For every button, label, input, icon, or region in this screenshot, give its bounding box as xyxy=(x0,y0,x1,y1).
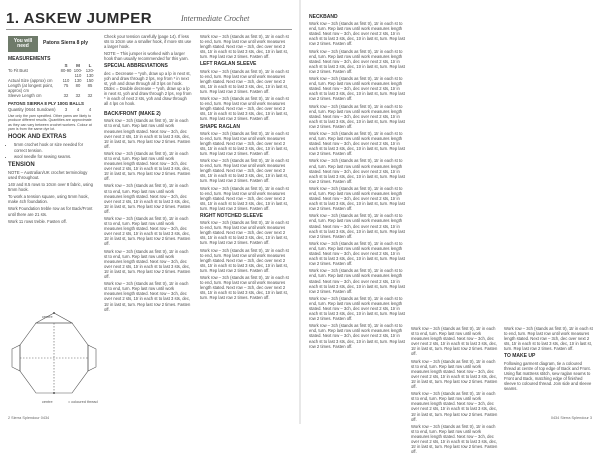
instruction-paragraph: Work row – 3ch (stands as first tr), 1tr in each st to end, turn. Rep last row until work measures length stated. Next row – 3ch, dec over next 2 sts, 1tr in each st to last 3 sts, dec, 1tr in last st, turn. Rep last row 2 times. Fasten off. xyxy=(309,213,405,239)
abbreviations-heading: SPECIAL ABBREVIATIONS xyxy=(104,63,168,70)
tension-para: Work Foundation treble row as for Back/Front until there are 21 sts. xyxy=(8,206,93,217)
measurements-heading: MEASUREMENTS xyxy=(8,56,51,62)
instruction-paragraph: Work row – 3ch (stands as first tr), 1tr in each st to end, turn. Rep last row until work measures length stated. Next row – 3ch, dec over next 2 sts, 1tr in each st to last 3 sts, dec, 1tr in last st, turn. Rep last row 2 times. Fasten off. xyxy=(200,68,289,94)
instruction-paragraph: Work row – 3ch (stands as first tr), 1tr in each st to end, turn. Rep last row until work measures length stated. Next row – 3ch, dec over next 2 sts, 1tr in each st to last 3 sts, dec, 1tr in last st, turn. Rep last row 2 times. Fasten off. xyxy=(309,268,405,294)
footer-left: 2 Sierra Splendour 0434 xyxy=(8,416,50,420)
pattern-title: 1. ASKEW JUMPER xyxy=(6,10,153,27)
need-tag: You will need xyxy=(8,36,38,52)
neckband-heading: NECKBAND xyxy=(309,14,338,20)
instruction-paragraph: Work row – 3ch (stands as first tr), 1tr in each st to end, turn. Rep last row until work measures length stated. Next row – 3ch, dec over next 2 sts, 1tr in each st to last 3 sts, dec, 1tr in last st, turn. Rep last row 2 times. Fasten off. xyxy=(200,247,289,273)
table-row: Actual Size (approx) cm 110 130 150 xyxy=(8,78,94,84)
materials-column xyxy=(8,34,96,226)
right-sleeve-heading: RIGHT NOTCHED SLEEVE xyxy=(200,213,263,219)
list-item: • wool needle for sewing seams. xyxy=(14,154,96,159)
instruction-paragraph: Work row – 3ch (stands as first tr), 1tr in each st to end, turn. Rep last row until work measures length stated. Next row – 3ch, dec over next 2 sts, 1tr in each st to last 3 sts, dec, 1tr in last st, turn. Rep last row 2 times. Fasten off. xyxy=(309,76,405,102)
instruction-paragraph: Work row – 3ch (stands as first tr), 1tr in each st to end, turn. Rep last row until work measures length stated. Next row – 3ch, dec over next 2 sts, 1tr in each st to last 3 sts, dec, 1tr in last st, turn. Rep last row 2 times. Fasten off. xyxy=(309,240,405,267)
yarn-note: Use only the yarn specified. Other yarns are likely to produce different results. Quantities are approximate as they can vary between crochet workers. Colour at yarn is from the same dye lot. xyxy=(8,114,92,132)
table-row: Quantity (0644 Sundown) 3 4 4 xyxy=(8,107,92,113)
instruction-paragraph: Work row – 3ch (stands as first tr), 1tr in each st to end, turn. Rep last row until work measures length stated. Next row – 3ch, dec over next 2 sts, 1tr in each st to last 3 sts, dec, 1tr in last st, turn. Rep last row 2 times. Fasten off. xyxy=(200,220,289,246)
garment-diagram xyxy=(8,309,100,409)
left-page xyxy=(0,0,299,424)
make-up-lead-text xyxy=(504,326,594,351)
yarn-name: Patons Sierra 8 ply xyxy=(43,40,89,47)
shape-raglan-heading: SHAPE RAGLAN xyxy=(200,123,241,130)
instruction-paragraph: Work row – 3ch (stands as first tr), 1tr in each st to end, turn. Rep last row until work measures length stated. Next row – 3ch, dec over next 2 sts, 1tr in each st to last 3 sts, dec, 1tr in last st, turn. Rep last row 2 times. Fasten off. xyxy=(104,216,191,247)
instruction-paragraph: Work row – 3ch (stands as first tr), 1tr in each st to end, turn. Rep last row until work measures length stated. Next row – 3ch, dec over next 2 sts, 1tr in each st to last 3 sts, dec, 1tr in last st, turn. Rep last row 2 times. Fasten off. xyxy=(200,96,289,122)
instructions-column-3 xyxy=(309,12,405,351)
instruction-paragraph: Work row – 3ch (stands as first tr), 1tr in each st to end, turn. Rep last row until work measures length stated. Next row – 3ch, dec over next 2 sts, 1tr in each st to last 3 sts, dec, 1tr in last st, turn. Rep last row 2 times. Fasten off. xyxy=(309,103,405,129)
instruction-paragraph: Work row – 3ch (stands as first tr), 1tr in each st to end, turn. Rep last row until work measures length stated. Next row – 3ch, dec over next 2 sts, 1tr in each st to last 3 sts, dec, 1tr in last st, turn. Rep last row 2 times. Fasten off. xyxy=(411,423,498,455)
instruction-paragraph: Work row – 3ch (stands as first tr), 1tr in each st to end, turn. Rep last row until work measures length stated. Next row – 3ch, dec over next 2 sts, 1tr in each st to last 3 sts, dec, 1tr in last st, turn. Rep last row 2 times. Fasten off. xyxy=(200,130,289,156)
instruction-paragraph: Work row – 3ch (stands as first tr), 1tr in each st to end, turn. Rep last row until work measures length stated. Next row – 3ch, dec over next 2 sts, 1tr in each st to last 3 sts, dec, 1tr in last st, turn. Rep last row 2 times. Fasten off. xyxy=(411,326,498,357)
left-sleeve-heading: LEFT RAGLAN SLEEVE xyxy=(200,61,257,68)
right-page xyxy=(301,0,600,455)
instruction-paragraph: Work row – 3ch (stands as first tr), 1tr in each st to end, turn. Rep last row until work measures length stated. Next row – 3ch, dec over next 2 sts, 1tr in each st to last 3 sts, dec, 1tr in last st, turn. Rep last row 2 times. Fasten off. xyxy=(200,158,289,184)
left-sleeve-text xyxy=(200,69,290,122)
materials-box xyxy=(8,36,96,52)
size-s: S xyxy=(64,63,68,69)
size-l: L xyxy=(88,63,92,69)
tension-heading: TENSION xyxy=(8,161,35,168)
instruction-paragraph: Work row – 3ch (stands as first tr), 1tr in each st to end, turn. Rep last row until work measures length stated. Next row – 3ch, dec over next 2 sts, 1tr in each st to last 3 sts, dec, 1tr in last st, turn. Rep last row 2 times. Fasten off. xyxy=(309,158,405,184)
instruction-paragraph: Work row – 3ch (stands as first tr), 1tr in each st to end, turn. Rep last row until work measures length stated. Next row – 3ch, dec over next 2 sts, 1tr in each st to last 3 sts, dec, 1tr in last st, turn. Rep last row 2 times. Fasten off. xyxy=(309,21,405,47)
right-sleeve-text xyxy=(200,220,290,300)
sleeve-finish-text xyxy=(411,326,499,454)
instruction-paragraph: Work row – 3ch (stands as first tr), 1tr in each st to end, turn. Rep last row until work measures length stated. Next row – 3ch, dec over next 2 sts, 1tr in each st to last 3 sts, dec, 1tr in last st, turn. Rep last row 2 times. Fasten off. xyxy=(200,185,289,211)
hook-note: NOTE – This jumper is worked with a larger hook than usually recommended for this yarn. xyxy=(104,51,189,62)
diagram-legend: = coloured thread xyxy=(68,400,98,404)
diagram-label-bottom: centre xyxy=(42,400,53,404)
shape-raglan-text xyxy=(200,131,290,211)
instruction-paragraph: Work row – 3ch (stands as first tr), 1tr in each st to end, turn. Rep last row until work measures length stated. Next row – 3ch, dec over next 2 sts, 1tr in each st to last 3 sts, dec, 1tr in last st, turn. Rep last row 2 times. Fasten off. xyxy=(104,183,191,214)
title-divider xyxy=(6,29,292,30)
instruction-paragraph: Work row – 3ch (stands as first tr), 1tr in each st to end, turn. Rep last row until work measures length stated. Next row – 3ch, dec over next 2 sts, 1tr in each st to last 3 sts, dec, 1tr in last st, turn. Rep last row 2 times. Fasten off. xyxy=(104,248,191,280)
instruction-paragraph: Work row – 3ch (stands as first tr), 1tr in each st to end, turn. Rep last row until work measures length stated. Next row – 3ch, dec over next 2 sts, 1tr in each st to last 3 sts, dec, 1tr in last st, turn. Rep last row 2 times. Fasten off. xyxy=(504,326,593,352)
table-row: To Fit Bust 80-90 100-110 120-130 xyxy=(8,68,95,79)
quantity-table xyxy=(8,107,96,112)
diagram-label-top: centre xyxy=(42,315,53,319)
list-item: • 5mm crochet hook or size needed for correct tension. xyxy=(14,142,96,152)
table-row: Length (at longest point, approx) cm 75 80 85 xyxy=(8,83,93,94)
table-row: Sleeve Length cm 32 32 32 xyxy=(8,93,93,99)
tension-check: Check your tension carefully (page 14). If less sts to 10cm use a smaller hook, if more sts use a larger hook. xyxy=(104,34,192,50)
make-up-column xyxy=(504,326,594,393)
instruction-paragraph: Work row – 3ch (stands as first tr), 1tr in each st to end, turn. Rep last row until work measures length stated. Next row – 3ch, dec over next 2 sts, 1tr in each st to last 3 sts, dec, 1tr in last st, turn. Rep last row 2 times. Fasten off. xyxy=(411,358,498,390)
continued-text xyxy=(200,34,290,59)
tension-para: Work 11 rows treble. Fasten off. xyxy=(8,218,67,224)
neckband-text xyxy=(309,21,405,349)
instruction-paragraph: Work row – 3ch (stands as first tr), 1tr in each st to end, turn. Rep last row until work measures length stated. Next row – 3ch, dec over next 2 sts, 1tr in each st to last 3 sts, dec, 1tr in last st, turn. Rep last row 2 times. Fasten off. xyxy=(411,391,498,422)
instruction-paragraph: Work row – 3ch (stands as first tr), 1tr in each st to end, turn. Rep last row until work measures length stated. Next row – 3ch, dec over next 2 sts, 1tr in each st to last 3 sts, dec, 1tr in last st, turn. Rep last row 2 times. Fasten off. xyxy=(200,275,289,301)
instructions-column-1 xyxy=(104,34,192,314)
instruction-paragraph: Work row – 3ch (stands as first tr), 1tr in each st to end, turn. Rep last row until work measures length stated. Next row – 3ch, dec over next 2 sts, 1tr in each st to last 3 sts, dec, 1tr in last st, turn. Rep last row 2 times. Fasten off. xyxy=(309,48,405,74)
instructions-column-2 xyxy=(200,34,290,303)
instruction-paragraph: Work row – 3ch (stands as first tr), 1tr in each st to end, turn. Rep last row until work measures length stated. Next row – 3ch, dec over next 2 sts, 1tr in each st to last 3 sts, dec, 1tr in last st, turn. Rep last row 2 times. Fasten off. xyxy=(104,118,191,149)
make-up-heading: TO MAKE UP xyxy=(504,353,536,360)
instruction-paragraph: Work row – 3ch (stands as first tr), 1tr in each st to end, turn. Rep last row until work measures length stated. Next row – 3ch, dec over next 2 sts, 1tr in each st to last 3 sts, dec, 1tr in last st, turn. Rep last row 2 times. Fasten off. xyxy=(104,150,191,182)
measurements-table xyxy=(8,63,96,98)
instruction-paragraph: Work row – 3ch (stands as first tr), 1tr in each st to end, turn. Rep last row until work measures length stated. Next row – 3ch, dec over next 2 sts, 1tr in each st to last 3 sts, dec, 1tr in last st, turn. Rep last row 2 times. Fasten off. xyxy=(309,130,405,157)
instruction-paragraph: Work row – 3ch (stands as first tr), 1tr in each st to end, turn. Rep last row until work measures length stated. Next row – 3ch, dec over next 2 sts, 1tr in each st to last 3 sts, dec, 1tr in last st, turn. Rep last row 2 times. Fasten off. xyxy=(309,295,405,322)
tension-para: To work a tension square, using 5mm hook, make 4ch foundation. xyxy=(8,194,89,205)
size-m: M xyxy=(76,63,80,69)
hooks-heading: HOOK AND EXTRAS xyxy=(8,134,67,141)
tension-para: 14tr and 8.5 rows to 10cm over 8 fabric, using 5mm hook. xyxy=(8,182,93,193)
back-front-text xyxy=(104,118,192,311)
footer-right: 0434 Sierra Splendour 3 xyxy=(550,416,592,420)
abbreviations-text: dec = Decrease – *yoh, draw up a lp in next st, yoh and draw through 2 lps, rep from * in next st, yoh and draw through all 3 lps on hook. Dtdec = Double decrease – *yoh, draw up a lp in next st, yoh and draw through 2 lps, rep from * in each of next 2 sts, yoh and draw through all 4 lps on hook. xyxy=(104,70,192,107)
instruction-paragraph: Work row – 3ch (stands as first tr), 1tr in each st to end, turn. Rep last row until work measures length stated. Next row – 3ch, dec over next 2 sts, 1tr in each st to last 3 sts, dec, 1tr in last st, turn. Rep last row 2 times. Fasten off. xyxy=(200,34,289,60)
make-up-text: Following garment diagram, tie a coloured thread at centre of top edge of Back and Front. Using flat mattress stitch, sew raglan seams to Front and Back, matching edge of finished sleeve to coloured thread. Join side and sleeve seams. xyxy=(504,360,592,392)
instructions-column-4 xyxy=(411,326,499,456)
instruction-paragraph: Work row – 3ch (stands as first tr), 1tr in each st to end, turn. Rep last row until work measures length stated. Next row – 3ch, dec over next 2 sts, 1tr in each st to last 3 sts, dec, 1tr in last st, turn. Rep last row 2 times. Fasten off. xyxy=(104,281,191,312)
tension-para: NOTE – Australian/UK crochet terminology used throughout. xyxy=(8,169,88,180)
instruction-paragraph: Work row – 3ch (stands as first tr), 1tr in each st to end, turn. Rep last row until work measures length stated. Next row – 3ch, dec over next 2 sts, 1tr in each st to last 3 sts, dec, 1tr in last st, turn. Rep last row 2 times. Fasten off. xyxy=(309,185,405,212)
back-front-heading: BACK/FRONT (MAKE 2) xyxy=(104,111,161,118)
instruction-paragraph: Work row – 3ch (stands as first tr), 1tr in each st to end, turn. Rep last row until work measures length stated. Next row – 3ch, dec over next 2 sts, 1tr in each st to last 3 sts, dec, 1tr in last st, turn. Rep last row 2 times. Fasten off. xyxy=(309,323,405,349)
yarn-table-heading: PATONS SIERRA 8 PLY 100G BALLS xyxy=(8,101,84,107)
hooks-list xyxy=(8,142,96,158)
skill-level: Intermediate Crochet xyxy=(181,14,250,23)
